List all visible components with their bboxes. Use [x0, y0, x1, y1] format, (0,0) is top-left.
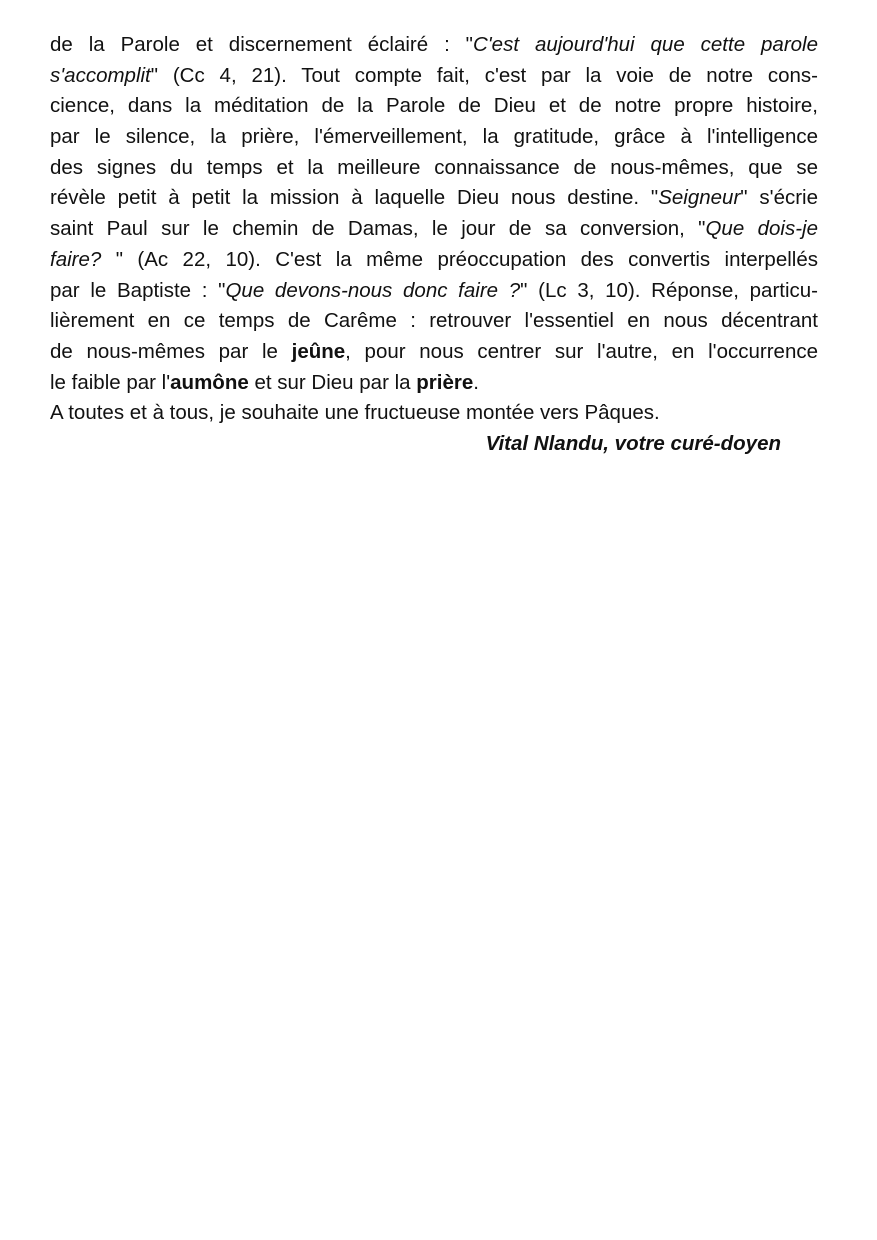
text-line [50, 91, 818, 122]
text-segment: . [473, 370, 479, 394]
signature-line [50, 429, 818, 460]
text-line [50, 183, 818, 214]
text-line [50, 122, 818, 153]
text-line [50, 337, 818, 368]
text-segment: et sur Dieu par la [248, 370, 417, 394]
text-segment: révèle petit à petit la mission à laquelle Dieu nous destine. " [50, 186, 659, 210]
italic-quote: Que devons-nous donc faire ? [225, 278, 521, 302]
body-paragraph [50, 30, 818, 398]
text-line [50, 276, 818, 307]
italic-quote: s'accomplit [50, 63, 151, 87]
text-segment: des signes du temps et la meilleure connaissance de nous-mêmes, que se [50, 155, 818, 179]
text-segment: de la Parole et discernement éclairé : " [50, 33, 473, 56]
text-segment: le faible par l' [50, 370, 171, 394]
text-line [50, 214, 818, 245]
text-line [50, 368, 818, 399]
text-segment: par le Baptiste : " [50, 278, 226, 302]
text-line [50, 153, 818, 184]
bold-term: prière [416, 370, 474, 394]
text-segment: " (Cc 4, 21). Tout compte fait, c'est par la voie de notre cons- [150, 63, 818, 87]
italic-quote: Que dois-je [705, 217, 818, 241]
text-segment: lièrement en ce temps de Carême : retrouver l'essentiel en nous décentrant [50, 309, 818, 333]
text-segment: saint Paul sur le chemin de Damas, le jour de sa conversion, " [50, 217, 706, 241]
text-line [50, 306, 818, 337]
text-line [50, 245, 818, 276]
text-segment: , pour nous centrer sur l'autre, en l'occurrence [345, 339, 818, 363]
text-segment: par le silence, la prière, l'émerveillement, la gratitude, grâce à l'intelligence [50, 125, 818, 149]
text-segment: de nous-mêmes par le [50, 339, 292, 363]
text-segment: " (Ac 22, 10). C'est la même préoccupation des convertis interpellés [115, 247, 818, 271]
italic-quote: Seigneur [658, 186, 741, 210]
text-segment: " s'écrie [740, 186, 818, 210]
document-page [50, 30, 818, 460]
bold-term: jeûne [291, 339, 346, 363]
italic-quote: faire? [50, 247, 116, 271]
text-line [50, 61, 818, 92]
closing-line: A toutes et à tous, je souhaite une fructueuse montée vers Pâques. [50, 401, 660, 425]
text-segment: cience, dans la méditation de la Parole de Dieu et de notre propre histoire, [50, 94, 818, 118]
bold-term: aumône [170, 370, 249, 394]
italic-quote: C'est aujourd'hui que cette parole [472, 33, 818, 56]
text-segment: " (Lc 3, 10). Réponse, particu- [520, 278, 818, 302]
text-line [50, 30, 818, 61]
signature: Vital Nlandu, votre curé-doyen [485, 431, 781, 455]
